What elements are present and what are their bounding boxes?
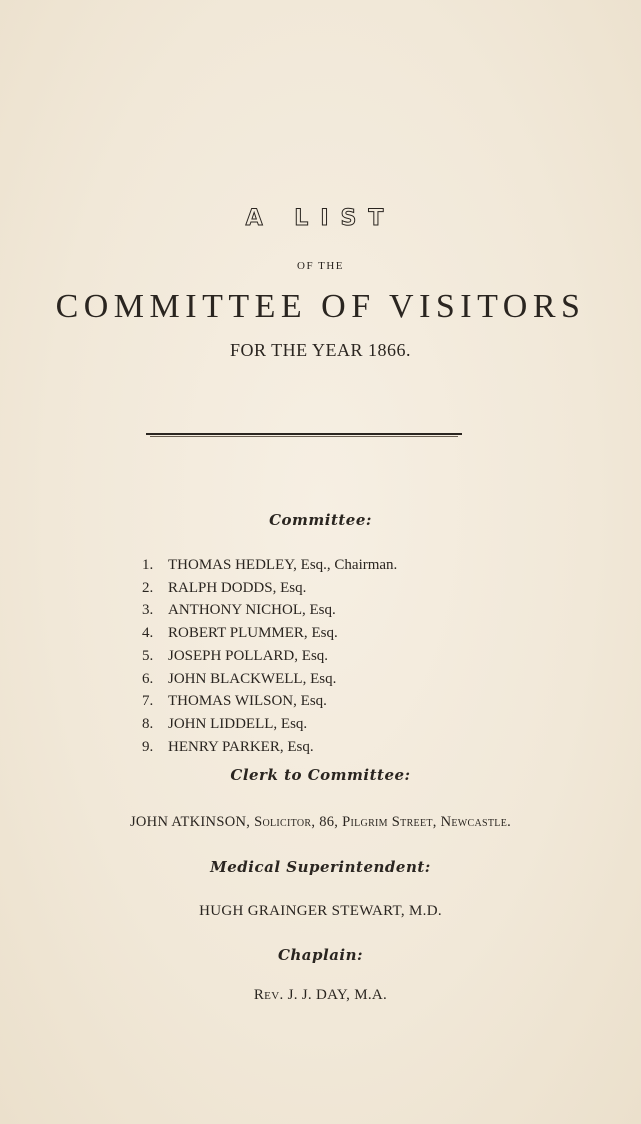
list-item: 7. THOMAS WILSON, Esq.: [142, 693, 327, 710]
chaplain-line: [0, 987, 641, 1004]
clerk-detail: Solicitor, 86, Pilgrim Street, Newcastle.: [254, 814, 512, 830]
committee-of-visitors-title: COMMITTEE OF VISITORS: [55, 288, 586, 325]
chaplain-heading: Chaplain:: [277, 946, 364, 964]
list-title: A LIST: [245, 206, 396, 231]
clerk-heading: Clerk to Committee:: [230, 766, 411, 784]
divider-rule-thin: [150, 436, 458, 437]
committee-heading: Committee:: [269, 511, 372, 529]
list-item: 2. RALPH DODDS, Esq.: [142, 579, 307, 596]
committee-member-list: [142, 554, 397, 758]
list-item: 5. JOSEPH POLLARD, Esq.: [142, 647, 329, 664]
list-item: 9. HENRY PARKER, Esq.: [142, 738, 314, 755]
list-item: 1. THOMAS HEDLEY, Esq., Chairman.: [142, 554, 397, 577]
chaplain-name: J. J. DAY, M.A.: [287, 987, 388, 1003]
list-item: 6. JOHN BLACKWELL, Esq.: [142, 670, 337, 687]
list-item: 3. ANTHONY NICHOL, Esq.: [142, 602, 336, 619]
clerk-name: JOHN ATKINSON,: [129, 814, 251, 830]
clerk-line: [0, 814, 641, 831]
superintendent-name: HUGH GRAINGER STEWART, M.D.: [199, 903, 442, 919]
chairman-label: Chairman.: [334, 557, 398, 573]
year-line: FOR THE YEAR 1866.: [229, 340, 411, 360]
medical-superintendent-heading: Medical Superintendent:: [210, 858, 431, 876]
list-item: 8. JOHN LIDDELL, Esq.: [142, 715, 308, 732]
rev-label: Rev.: [253, 987, 284, 1003]
divider-rule: [146, 433, 462, 435]
list-item: 4. ROBERT PLUMMER, Esq.: [142, 625, 338, 642]
of-the-label: OF THE: [297, 260, 344, 272]
